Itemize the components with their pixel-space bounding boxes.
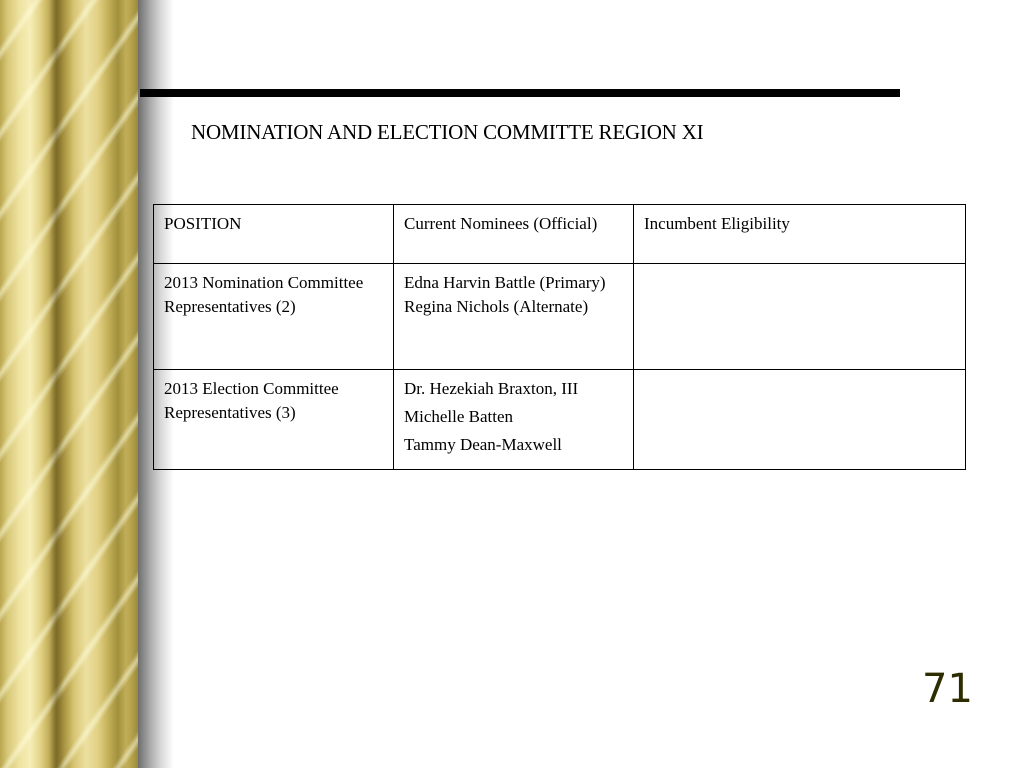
table-row <box>154 370 966 470</box>
nominee-name: Regina Nichols (Alternate) <box>404 297 589 316</box>
slide-title: NOMINATION AND ELECTION COMMITTE REGION XI <box>191 120 704 144</box>
nominees-cell <box>394 370 634 470</box>
header-current-nominees: Current Nominees (Official) <box>394 205 634 264</box>
eligibility-cell <box>634 370 966 470</box>
table-header-row <box>154 205 966 264</box>
position-label: 2013 Election Committee Representatives (3) <box>164 379 339 422</box>
nominees-cell <box>394 264 634 370</box>
position-cell <box>154 370 394 470</box>
header-position: POSITION <box>154 205 394 264</box>
nominee-name: Tammy Dean-Maxwell <box>404 435 562 454</box>
header-incumbent-eligibility: Incumbent Eligibility <box>634 205 966 264</box>
nominee-name: Dr. Hezekiah Braxton, III <box>404 379 579 398</box>
page-number: 71 <box>922 666 973 712</box>
eligibility-cell <box>634 264 966 370</box>
decorative-column <box>0 0 138 768</box>
table-row <box>154 264 966 370</box>
position-cell <box>154 264 394 370</box>
nominee-name: Edna Harvin Battle (Primary) <box>404 273 606 292</box>
position-label: 2013 Nomination Committee Representatives (2) <box>164 273 364 316</box>
nominee-name: Michelle Batten <box>404 407 514 426</box>
title-rule <box>140 89 900 97</box>
nominations-table <box>153 204 966 470</box>
